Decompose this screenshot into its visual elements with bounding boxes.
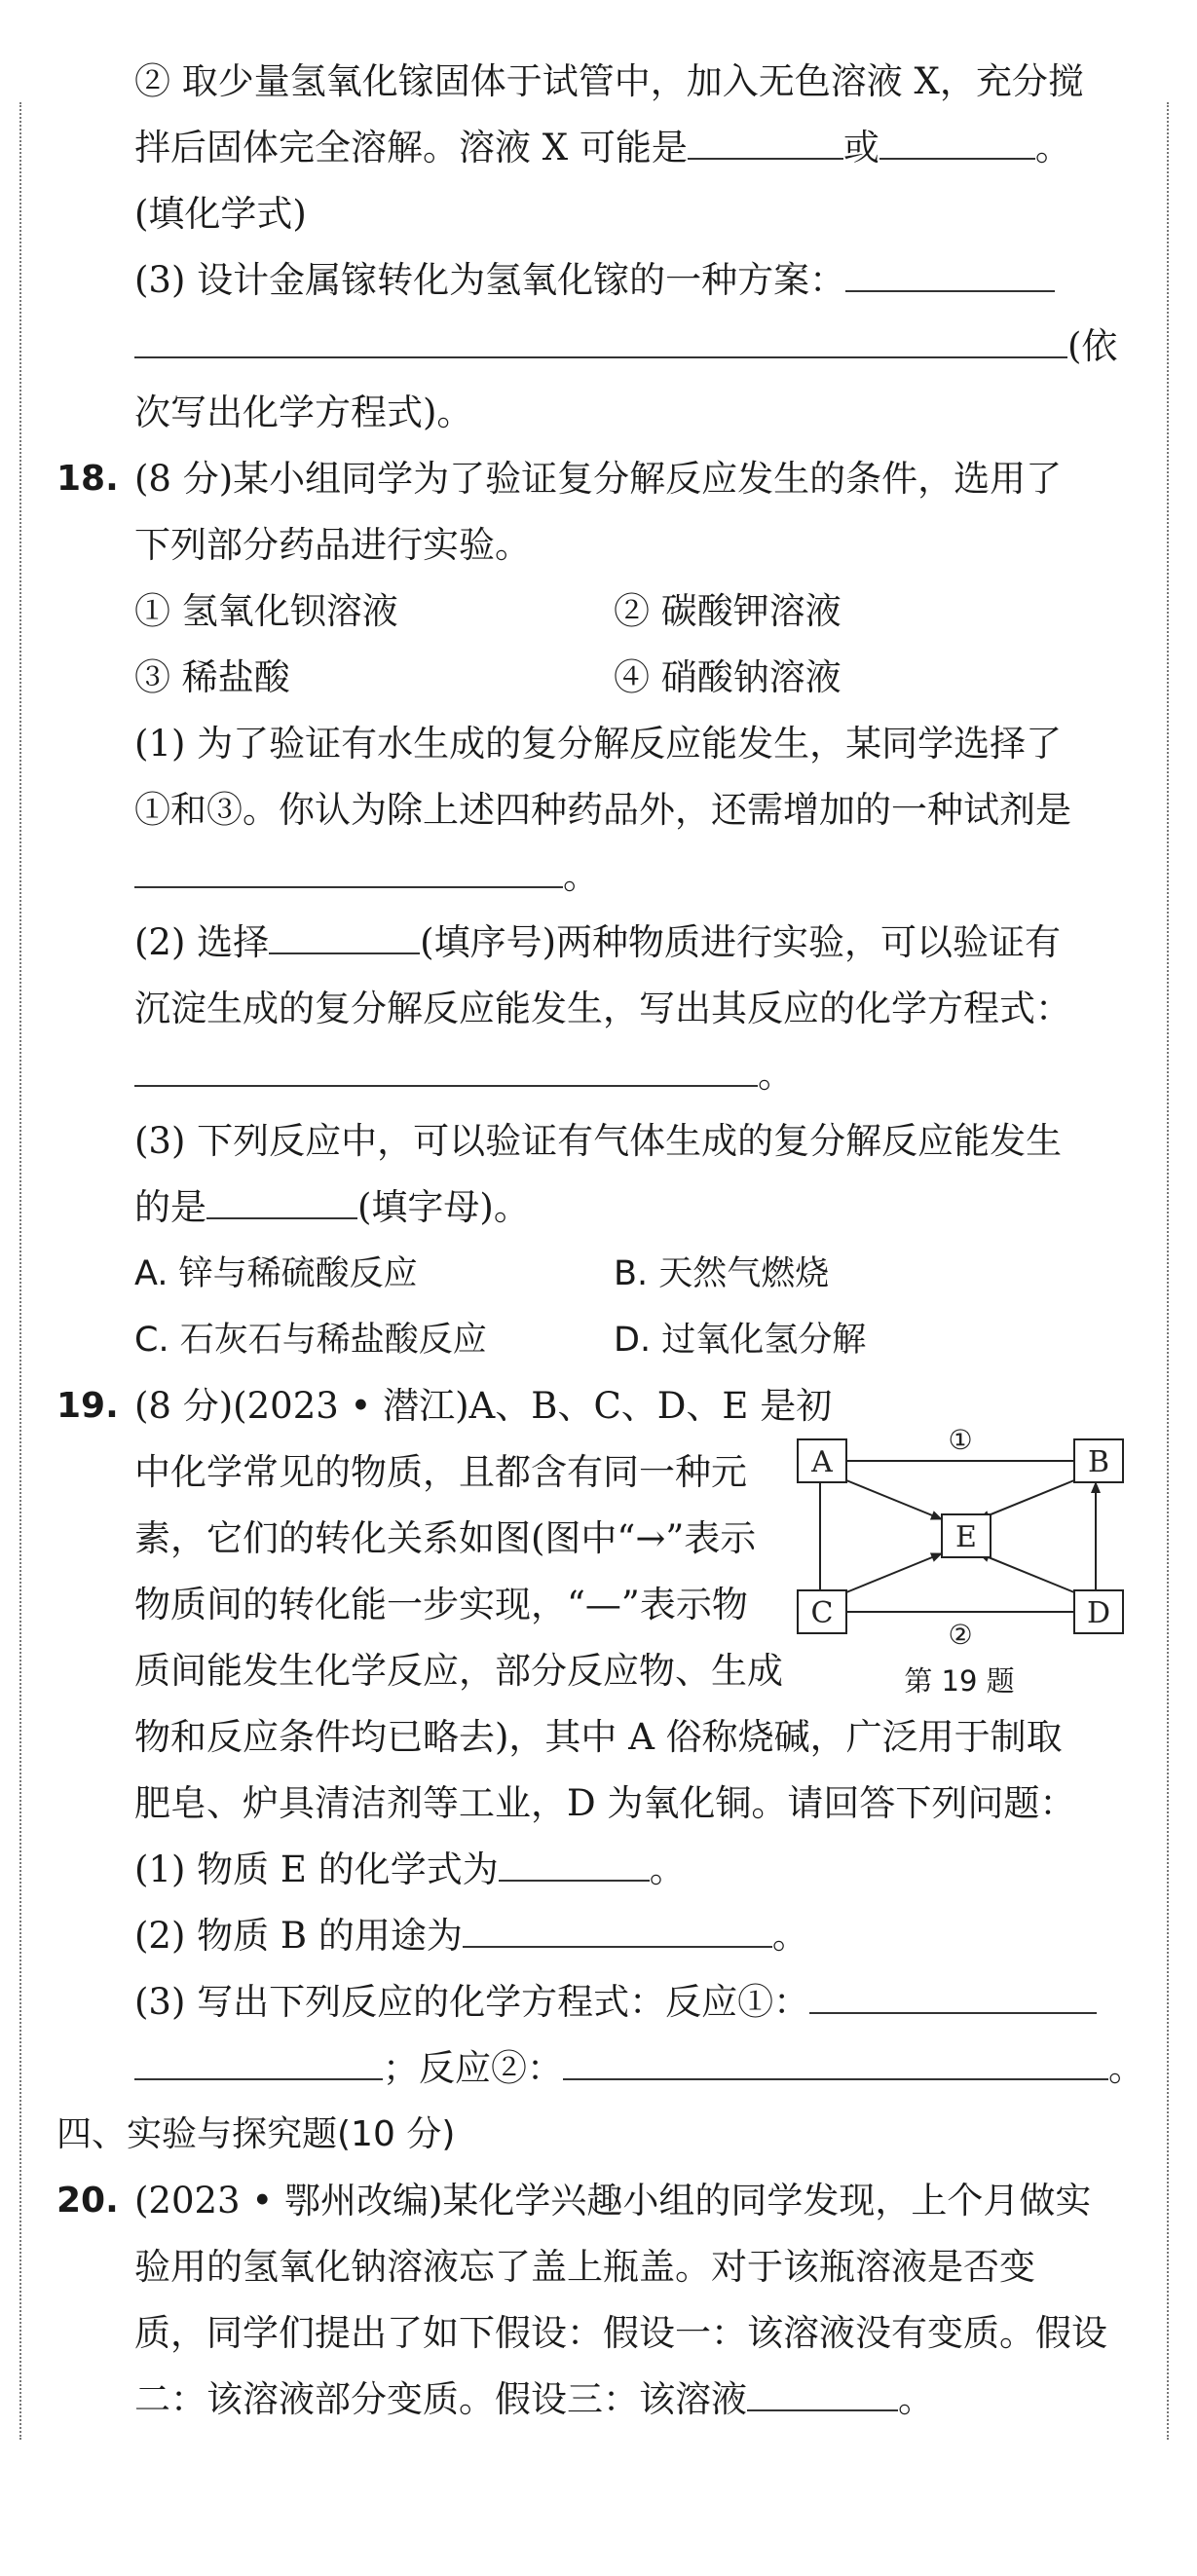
q19-p2-end: 。 xyxy=(771,1915,808,1957)
section-4-title: 四、实验与探究题 xyxy=(56,2114,338,2154)
q19-blank-e-formula[interactable] xyxy=(499,1846,650,1882)
q17-line2-end: 。 xyxy=(1034,127,1071,168)
q19-line4: 物质间的转化能一步实现，“—”表示物 xyxy=(134,1584,748,1625)
q18-blank-select[interactable] xyxy=(269,918,420,954)
q17-line5 xyxy=(56,314,1138,380)
q17-line5-text: (依 xyxy=(1067,325,1118,367)
q19-number: 19. xyxy=(56,1386,119,1426)
arrow-d-e xyxy=(979,1553,1074,1592)
node-c: C xyxy=(810,1596,834,1630)
q19-p1-end: 。 xyxy=(649,1848,686,1890)
node-d: D xyxy=(1086,1596,1111,1630)
left-dotted-margin xyxy=(19,102,21,2440)
q19-p1 xyxy=(56,1837,1138,1903)
q17-line1: ② 取少量氢氧化镓固体于试管中，加入无色溶液 X，充分搅 xyxy=(134,60,1084,102)
q18-reagent-4: ④ 硝酸钠溶液 xyxy=(614,656,842,698)
q19-line5: 质间能发生化学反应，部分反应物、生成 xyxy=(134,1650,783,1692)
q18-reagent-2: ② 碳酸钾溶液 xyxy=(614,590,842,632)
q20-number: 20. xyxy=(56,2181,119,2221)
q17-blank-scheme-1[interactable] xyxy=(845,256,1055,292)
q19-blank-reaction1-b[interactable] xyxy=(134,2044,383,2080)
q19-line3: 素，它们的转化关系如图(图中“→”表示 xyxy=(134,1517,757,1559)
node-a: A xyxy=(811,1445,833,1479)
q20-line3: 质，同学们提出了如下假设：假设一：该溶液没有变质。假设 xyxy=(134,2312,1107,2354)
q17-line3: (填化学式) xyxy=(134,193,307,235)
q18-blank-letter[interactable] xyxy=(206,1183,357,1219)
q18-p2-line1 xyxy=(56,910,1138,976)
q18-options-row1 xyxy=(56,1241,1138,1307)
q19-blank-reaction2[interactable] xyxy=(563,2044,1108,2080)
q17-line6: 次写出化学方程式)。 xyxy=(134,392,473,433)
q18-p3-text: 的是 xyxy=(134,1186,206,1228)
q18-p1-line1: (1) 为了验证有水生成的复分解反应能发生，某同学选择了 xyxy=(134,723,1063,765)
q17-blank-x1[interactable] xyxy=(688,124,843,160)
q19-blank-reaction1-a[interactable] xyxy=(809,1978,1097,2014)
q19-p3-line2 xyxy=(56,2035,1144,2102)
q18-p3-text2: (填字母)。 xyxy=(357,1186,530,1228)
q19-line6: 物和反应条件均已略去)，其中 A 俗称烧碱，广泛用于制取 xyxy=(134,1716,1063,1758)
q18-p1-end: 。 xyxy=(563,855,599,897)
arrow-a-e xyxy=(846,1480,942,1519)
node-e: E xyxy=(955,1520,977,1554)
q19-p3-line1 xyxy=(56,1969,1138,2035)
q19-blank-b-use[interactable] xyxy=(463,1912,772,1948)
q18-p2-end: 。 xyxy=(758,1054,794,1096)
q18-stem1: (8 分)某小组同学为了验证复分解反应发生的条件，选用了 xyxy=(134,458,1063,500)
q18-blank-reagent[interactable] xyxy=(134,852,563,888)
q19-p1-text: (1) 物质 E 的化学式为 xyxy=(134,1848,499,1890)
q17-line2-or: 或 xyxy=(842,127,879,168)
q17-p3-text: (3) 设计金属镓转化为氢氧化镓的一种方案： xyxy=(134,259,846,301)
q20-line2: 验用的氢氧化钠溶液忘了盖上瓶盖。对于该瓶溶液是否变 xyxy=(134,2246,1035,2288)
label-reaction-2: ② xyxy=(948,1619,973,1651)
q17-blank-x2[interactable] xyxy=(879,124,1035,160)
section-4-heading xyxy=(56,2102,1138,2168)
q18-number: 18. xyxy=(56,459,119,499)
q18-p3-line1: (3) 下列反应中，可以验证有气体生成的复分解反应能发生 xyxy=(134,1120,1063,1162)
q18-reagents-row2 xyxy=(56,645,1138,711)
q18-option-c: C. 石灰石与稀盐酸反应 xyxy=(134,1321,487,1360)
label-reaction-1: ① xyxy=(948,1424,973,1456)
q18-p2-line3 xyxy=(56,1042,1138,1108)
q19-p3-text: (3) 写出下列反应的化学方程式：反应①： xyxy=(134,1981,810,2023)
q19-p3-end: 。 xyxy=(1108,2047,1144,2089)
arrow-b-e xyxy=(979,1480,1074,1519)
q18-option-d: D. 过氧化氢分解 xyxy=(614,1321,867,1360)
q19-p2 xyxy=(56,1903,1138,1969)
section-4-points: (10 分) xyxy=(337,2114,456,2154)
q18-p1-line3 xyxy=(56,843,1138,910)
q20-line4 xyxy=(56,2367,1138,2433)
q18-option-a: A. 锌与稀硫酸反应 xyxy=(134,1254,418,1293)
q18-p2-text2: (填序号)两种物质进行实验，可以验证有 xyxy=(420,921,1062,963)
q19-p3-text2: ；反应②： xyxy=(383,2047,563,2089)
q18-stem-line2: 下列部分药品进行实验。 xyxy=(134,524,531,566)
q18-options-row2 xyxy=(56,1307,1138,1373)
q18-p2-line2: 沉淀生成的复分解反应能发生，写出其反应的化学方程式： xyxy=(134,988,1071,1029)
q19-p2-text: (2) 物质 B 的用途为 xyxy=(134,1915,463,1957)
q17-line4 xyxy=(56,247,1138,314)
arrow-c-e xyxy=(846,1553,942,1592)
q18-stem-line1 xyxy=(56,446,1138,512)
q19-line2: 中化学常见的物质，且都含有同一种元 xyxy=(134,1451,747,1493)
q18-reagent-1: ① 氢氧化钡溶液 xyxy=(134,590,398,632)
q17-line2 xyxy=(56,115,1138,181)
q17-blank-scheme-2[interactable] xyxy=(134,322,1067,358)
exam-page xyxy=(56,49,1144,2433)
q20-line1 xyxy=(56,2168,1138,2234)
q18-p2-text: (2) 选择 xyxy=(134,921,270,963)
q18-reagents-row1 xyxy=(56,579,1138,645)
q19-diagram xyxy=(794,1412,1144,1665)
q20-text-1: (2023 • 鄂州改编)某化学兴趣小组的同学发现，上个月做实 xyxy=(134,2180,1092,2221)
q18-p3-line2 xyxy=(56,1175,1138,1241)
node-b: B xyxy=(1087,1445,1110,1479)
q20-line4-end: 。 xyxy=(898,2378,934,2420)
figure-caption: 第 19 题 xyxy=(904,1664,1015,1698)
q20-blank-hypothesis3[interactable] xyxy=(747,2375,898,2411)
q17-line2-text: 拌后固体完全溶解。溶液 X 可能是 xyxy=(134,127,688,168)
q19-text-1: (8 分)(2023 • 潜江)A、B、C、D、E 是初 xyxy=(134,1385,833,1427)
q19-figure xyxy=(794,1412,1144,1704)
right-dotted-margin xyxy=(1167,102,1169,2440)
q20-line4-text: 二：该溶液部分变质。假设三：该溶液 xyxy=(134,2378,747,2420)
q19-line7: 肥皂、炉具清洁剂等工业，D 为氧化铜。请回答下列问题： xyxy=(134,1782,1076,1824)
q18-option-b: B. 天然气燃烧 xyxy=(614,1254,830,1293)
q18-p1-line2: ①和③。你认为除上述四种药品外，还需增加的一种试剂是 xyxy=(134,789,1071,831)
q18-blank-equation[interactable] xyxy=(134,1051,758,1087)
q18-reagent-3: ③ 稀盐酸 xyxy=(134,656,290,698)
